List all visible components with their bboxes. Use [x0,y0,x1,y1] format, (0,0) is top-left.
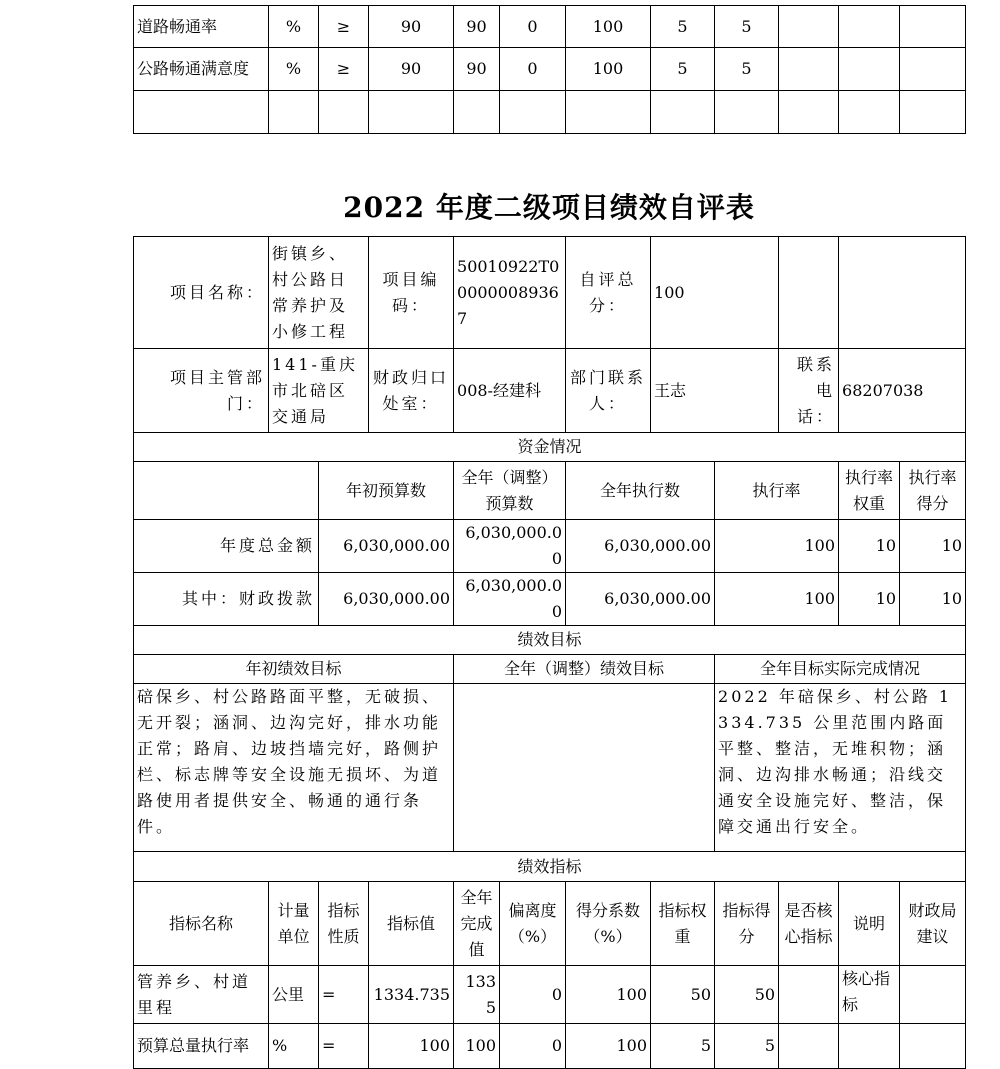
weight-cell: 5 [651,1024,715,1069]
table-row [134,91,966,134]
target-cell: 100 [369,1024,454,1069]
score-cell: 5 [715,6,779,48]
funds-header-executed: 全年执行数 [566,462,715,520]
deviation-cell: 0 [500,6,566,48]
funds-header-initial: 年初预算数 [319,462,454,520]
score-cell: 5 [715,48,779,91]
indicators-header-row [134,882,966,966]
project-name-label: 项目名称： [134,237,269,349]
indicator-header-unit: 计量单位 [269,882,319,966]
empty-cell [566,91,651,134]
funds-header-row [134,462,966,520]
funds-row-label: 其中：财政拨款 [134,573,319,626]
phone-label: 联系电话： [779,349,839,433]
empty-cell [779,48,839,91]
empty-cell [839,6,900,48]
funds-score-value: 10 [900,520,966,573]
indicator-header-coef: 得分系数（%） [566,882,651,966]
score-cell: 5 [715,1024,779,1069]
note-cell: 核心指标 [839,966,900,1024]
advice-cell [900,1024,966,1069]
weight-cell: 5 [651,6,715,48]
nature-cell: ≥ [319,6,369,48]
goals-header-initial: 年初绩效目标 [134,655,454,684]
note-cell [839,1024,900,1069]
dept-value: 141-重庆市北碚区交通局 [269,349,369,433]
unit-cell: % [269,48,319,91]
goals-content-row [134,684,966,852]
funds-section-title: 资金情况 [134,433,966,462]
table-row [134,1024,966,1069]
funds-weight-value: 10 [839,573,900,626]
department-info-row [134,349,966,433]
indicator-name: 管养乡、村道里程 [134,966,269,1024]
empty-cell [134,91,269,134]
project-info-row [134,237,966,349]
core-cell [779,966,839,1024]
project-code-label: 项目编码： [369,237,454,349]
empty-cell [369,91,454,134]
table-row [134,6,966,48]
empty-cell [839,48,900,91]
indicator-name: 道路畅通率 [134,6,269,48]
goals-header-actual: 全年目标实际完成情况 [715,655,966,684]
coef-cell: 100 [566,6,651,48]
empty-cell [839,237,966,349]
deviation-cell: 0 [500,1024,566,1069]
deviation-cell: 0 [500,966,566,1024]
empty-cell [779,91,839,134]
empty-cell [269,91,319,134]
indicator-header-note: 说明 [839,882,900,966]
deviation-cell: 0 [500,48,566,91]
indicator-header-score: 指标得分 [715,882,779,966]
empty-cell [900,48,966,91]
goals-actual-text: 2022 年碚保乡、村公路 1334.735 公里范围内路面平整、整洁，无堆积物；涵洞、边沟排水畅通；沿线交通安全设施完好、整洁，保障交通出行安全。 [715,684,966,852]
funds-initial-value: 6,030,000.00 [319,573,454,626]
nature-cell: = [319,1024,369,1069]
contact-label: 部门联系人： [566,349,651,433]
funds-executed-value: 6,030,000.00 [566,573,715,626]
funds-initial-value: 6,030,000.00 [319,520,454,573]
target-cell: 90 [369,6,454,48]
indicator-header-nature: 指标性质 [319,882,369,966]
table-row [134,966,966,1024]
total-score-label: 自评总分： [566,237,651,349]
project-code-value: 50010922T000000089367 [454,237,566,349]
previous-indicator-table [133,5,966,134]
indicator-header-advice: 财政局建议 [900,882,966,966]
unit-cell: 公里 [269,966,319,1024]
funds-adjusted-value: 6,030,000.00 [454,573,566,626]
goals-section-title: 绩效目标 [134,626,966,655]
funds-rate-value: 100 [715,573,839,626]
funds-executed-value: 6,030,000.00 [566,520,715,573]
score-cell: 50 [715,966,779,1024]
indicator-name: 预算总量执行率 [134,1024,269,1069]
finance-label: 财政归口处室： [369,349,454,433]
actual-cell: 1335 [454,966,500,1024]
total-score-value: 100 [651,237,779,349]
advice-cell [900,966,966,1024]
empty-cell [779,237,839,349]
funds-score-value: 10 [900,573,966,626]
section-header [134,626,966,655]
indicator-header-name: 指标名称 [134,882,269,966]
actual-cell: 90 [454,48,500,91]
coef-cell: 100 [566,966,651,1024]
empty-cell [651,91,715,134]
empty-cell [779,6,839,48]
funds-header-adjusted: 全年（调整）预算数 [454,462,566,520]
project-name-value: 街镇乡、村公路日常养护及小修工程 [269,237,369,349]
finance-value: 008-经建科 [454,349,566,433]
indicator-name: 公路畅通满意度 [134,48,269,91]
core-cell [779,1024,839,1069]
phone-value: 68207038 [839,349,966,433]
page-title: 2022 年度二级项目绩效自评表 [343,191,755,224]
unit-cell: % [269,6,319,48]
contact-value: 王志 [651,349,779,433]
actual-cell: 90 [454,6,500,48]
funds-header-score: 执行率得分 [900,462,966,520]
nature-cell: = [319,966,369,1024]
section-header [134,433,966,462]
goals-adjusted-text [454,684,715,852]
indicator-header-deviation: 偏离度（%） [500,882,566,966]
coef-cell: 100 [566,48,651,91]
target-cell: 1334.735 [369,966,454,1024]
table-row [134,520,966,573]
funds-rate-value: 100 [715,520,839,573]
indicator-header-core: 是否核心指标 [779,882,839,966]
empty-cell [500,91,566,134]
indicator-header-target: 指标值 [369,882,454,966]
coef-cell: 100 [566,1024,651,1069]
empty-cell [900,91,966,134]
funds-adjusted-value: 6,030,000.00 [454,520,566,573]
funds-header-rate: 执行率 [715,462,839,520]
table-row [134,48,966,91]
empty-cell [900,6,966,48]
funds-header-weight: 执行率权重 [839,462,900,520]
goals-header-row [134,655,966,684]
goals-header-adjusted: 全年（调整）绩效目标 [454,655,715,684]
empty-cell [715,91,779,134]
funds-row-label: 年度总金额 [134,520,319,573]
weight-cell: 50 [651,966,715,1024]
funds-weight-value: 10 [839,520,900,573]
nature-cell: ≥ [319,48,369,91]
empty-cell [454,91,500,134]
empty-cell [134,462,319,520]
actual-cell: 100 [454,1024,500,1069]
goals-initial-text: 碚保乡、村公路路面平整，无破损、无开裂；涵洞、边沟完好，排水功能正常；路肩、边坡挡墙完好，路侧护栏、标志牌等安全设施无损坏、为道路使用者提供安全、畅通的通行条件。 [134,684,454,852]
unit-cell: % [269,1024,319,1069]
dept-label: 项目主管部门： [134,349,269,433]
target-cell: 90 [369,48,454,91]
section-header [134,852,966,882]
indicator-header-weight: 指标权重 [651,882,715,966]
empty-cell [839,91,900,134]
table-row [134,573,966,626]
weight-cell: 5 [651,48,715,91]
indicators-section-title: 绩效指标 [134,852,966,882]
empty-cell [319,91,369,134]
self-evaluation-table [133,236,966,1069]
indicator-header-actual: 全年完成值 [454,882,500,966]
